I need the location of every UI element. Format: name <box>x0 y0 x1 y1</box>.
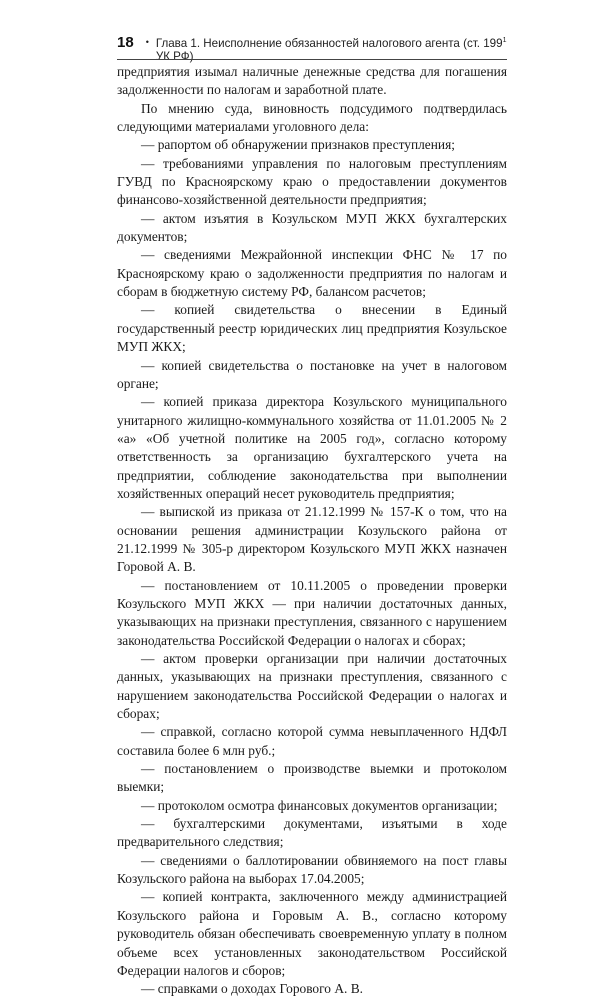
list-item: — постановлением о производстве выемки и протоколом выемки; <box>117 761 507 795</box>
chapter-title-superscript: 1 <box>502 37 507 44</box>
list-item: — копией свидетельства о внесении в Единый государственный реестр юридических лиц предприятия Козульское МУП ЖКХ; <box>117 302 507 355</box>
paragraph-continuation: предприятия изымал наличные денежные средства для погашения задолженности по налогам и заработной плате. <box>117 64 507 98</box>
body-text <box>117 63 507 999</box>
chapter-title-end: УК РФ) <box>155 50 194 63</box>
header-rule <box>117 59 507 60</box>
list-item: — протоколом осмотра финансовых документов организации; <box>141 797 498 813</box>
list-item: — копией контракта, заключенного между администрацией Козульского района и Горовым А. В., согласно которому руководитель обязан обеспечивать своевременную уплату в полном объеме всех установленных законодательством Российской Федерации налогов и сборов; <box>117 889 507 978</box>
header-bullet: • <box>145 37 149 47</box>
list-item: — рапортом об обнаружении признаков преступления; <box>141 137 455 153</box>
list-item: — актом изъятия в Козульском МУП ЖКХ бухгалтерских документов; <box>117 210 507 245</box>
list-item: — бухгалтерскими документами, изъятыми в ходе предварительного следствия; <box>117 816 507 850</box>
page-number: 18 <box>117 34 134 51</box>
list-item: — сведениями о баллотировании обвиняемого на пост главы Козульского района на выборах 17.04.2005; <box>117 852 507 887</box>
list-item: — сведениями Межрайонной инспекции ФНС № 17 по Красноярскому краю о задолженности предприятия по налогам и сборам в бюджетную систему РФ, балансом расчетов; <box>117 247 507 300</box>
list-item: — копией свидетельства о постановке на учет в налоговом органе; <box>117 357 507 391</box>
list-item: — требованиями управления по налоговым преступлениям ГУВД по Красноярскому краю о предоставлении документов финансово-хозяйственной деятельности предприятия; <box>117 155 507 208</box>
list-item: — копией приказа директора Козульского муниципального унитарного жилищно-коммунального хозяйства от 11.01.2005 № 2 «а» «Об учетной политике на 2005 год», согласно которому ответственность за организацию бухгалтерского учета на предприятии, соблюдение законодательства при выполнении хозяйственных операций несет руководитель предприятия; <box>117 394 507 501</box>
list-item: — справками о доходах Горового А. В. <box>141 981 363 997</box>
list-item: — актом проверки организации при наличии достаточных данных, указывающих на признаки преступления, связанного с нарушением законодательства Российской Федерации о налогах и сборах; <box>117 651 507 722</box>
paragraph: По мнению суда, виновность подсудимого подтвердилась следующими материалами уголовного дела: <box>117 100 507 135</box>
list-item: — постановлением от 10.11.2005 о проведении проверки Козульского МУП ЖКХ — при наличии достаточных данных, указывающих на признаки преступления, связанного с нарушением законодательства Российской Федерации о налогах и сборах; <box>117 577 507 648</box>
running-header <box>117 34 507 63</box>
list-item: — справкой, согласно которой сумма невыплаченного НДФЛ составила более 6 млн руб.; <box>117 724 507 758</box>
chapter-title-main: Глава 1. Неисполнение обязанностей налогового агента (ст. 199 <box>155 37 503 50</box>
list-item: — выпиской из приказа от 21.12.1999 № 157-К о том, что на основании решения администрации Козульского района от 21.12.1999 № 305-р директором Козульского МУП ЖКХ назначен Горовой А. В. <box>117 504 507 575</box>
